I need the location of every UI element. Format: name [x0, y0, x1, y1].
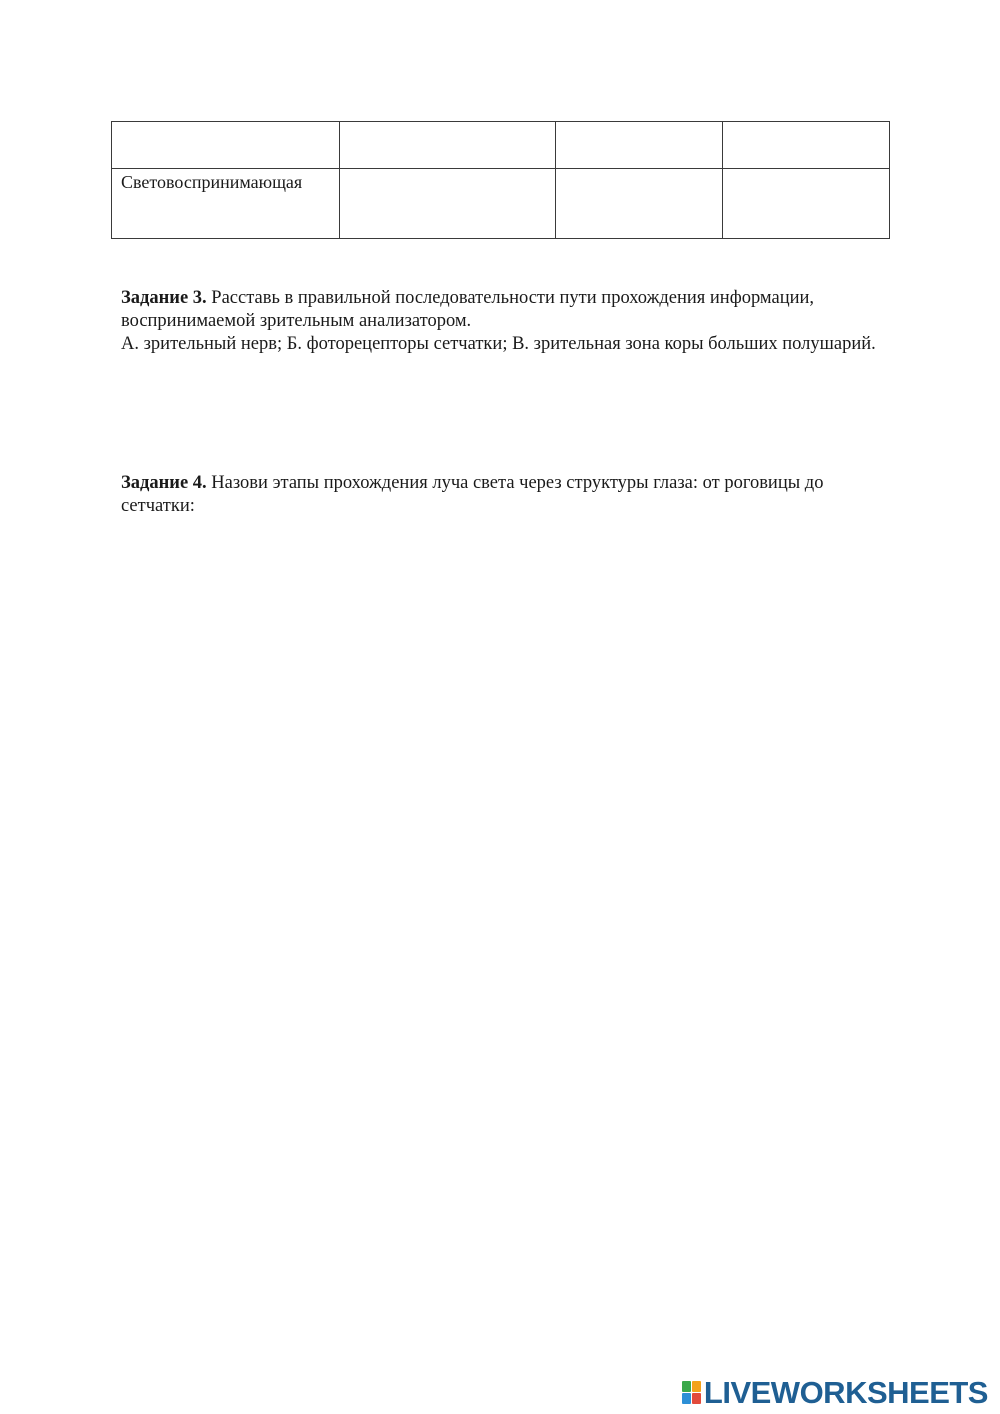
task-4 — [121, 472, 901, 518]
table-cell — [723, 169, 890, 239]
task-3-text: Расставь в правильной последовательности пути прохождения информации, воспринимаемой зрительным анализатором. — [121, 288, 815, 331]
mark-square — [682, 1381, 691, 1392]
table-row — [112, 122, 890, 169]
mark-square — [692, 1381, 701, 1392]
brand-name: LIVEWORKSHEETS — [703, 1375, 988, 1410]
liveworksheets-mark-icon — [682, 1381, 701, 1405]
table-cell — [112, 122, 340, 169]
worksheet-table — [111, 121, 890, 239]
task-3-heading: Задание 3. — [121, 288, 207, 308]
table-cell — [340, 169, 556, 239]
table-cell — [340, 122, 556, 169]
table-row — [112, 169, 890, 239]
task-3 — [121, 287, 901, 356]
mark-square — [692, 1393, 701, 1404]
table-cell — [556, 122, 723, 169]
mark-square — [682, 1393, 691, 1404]
row-label: Световоспринимающая — [121, 172, 303, 192]
table-cell — [112, 169, 340, 239]
table-cell — [723, 122, 890, 169]
table-cell — [556, 169, 723, 239]
liveworksheets-logo — [682, 1377, 988, 1408]
task-4-heading: Задание 4. — [121, 473, 207, 493]
task-3-options: А. зрительный нерв; Б. фоторецепторы сетчатки; В. зрительная зона коры больших полушарий. — [121, 334, 876, 354]
task-4-text: Назови этапы прохождения луча света через структуры глаза: от роговицы до сетчатки: — [121, 473, 824, 516]
